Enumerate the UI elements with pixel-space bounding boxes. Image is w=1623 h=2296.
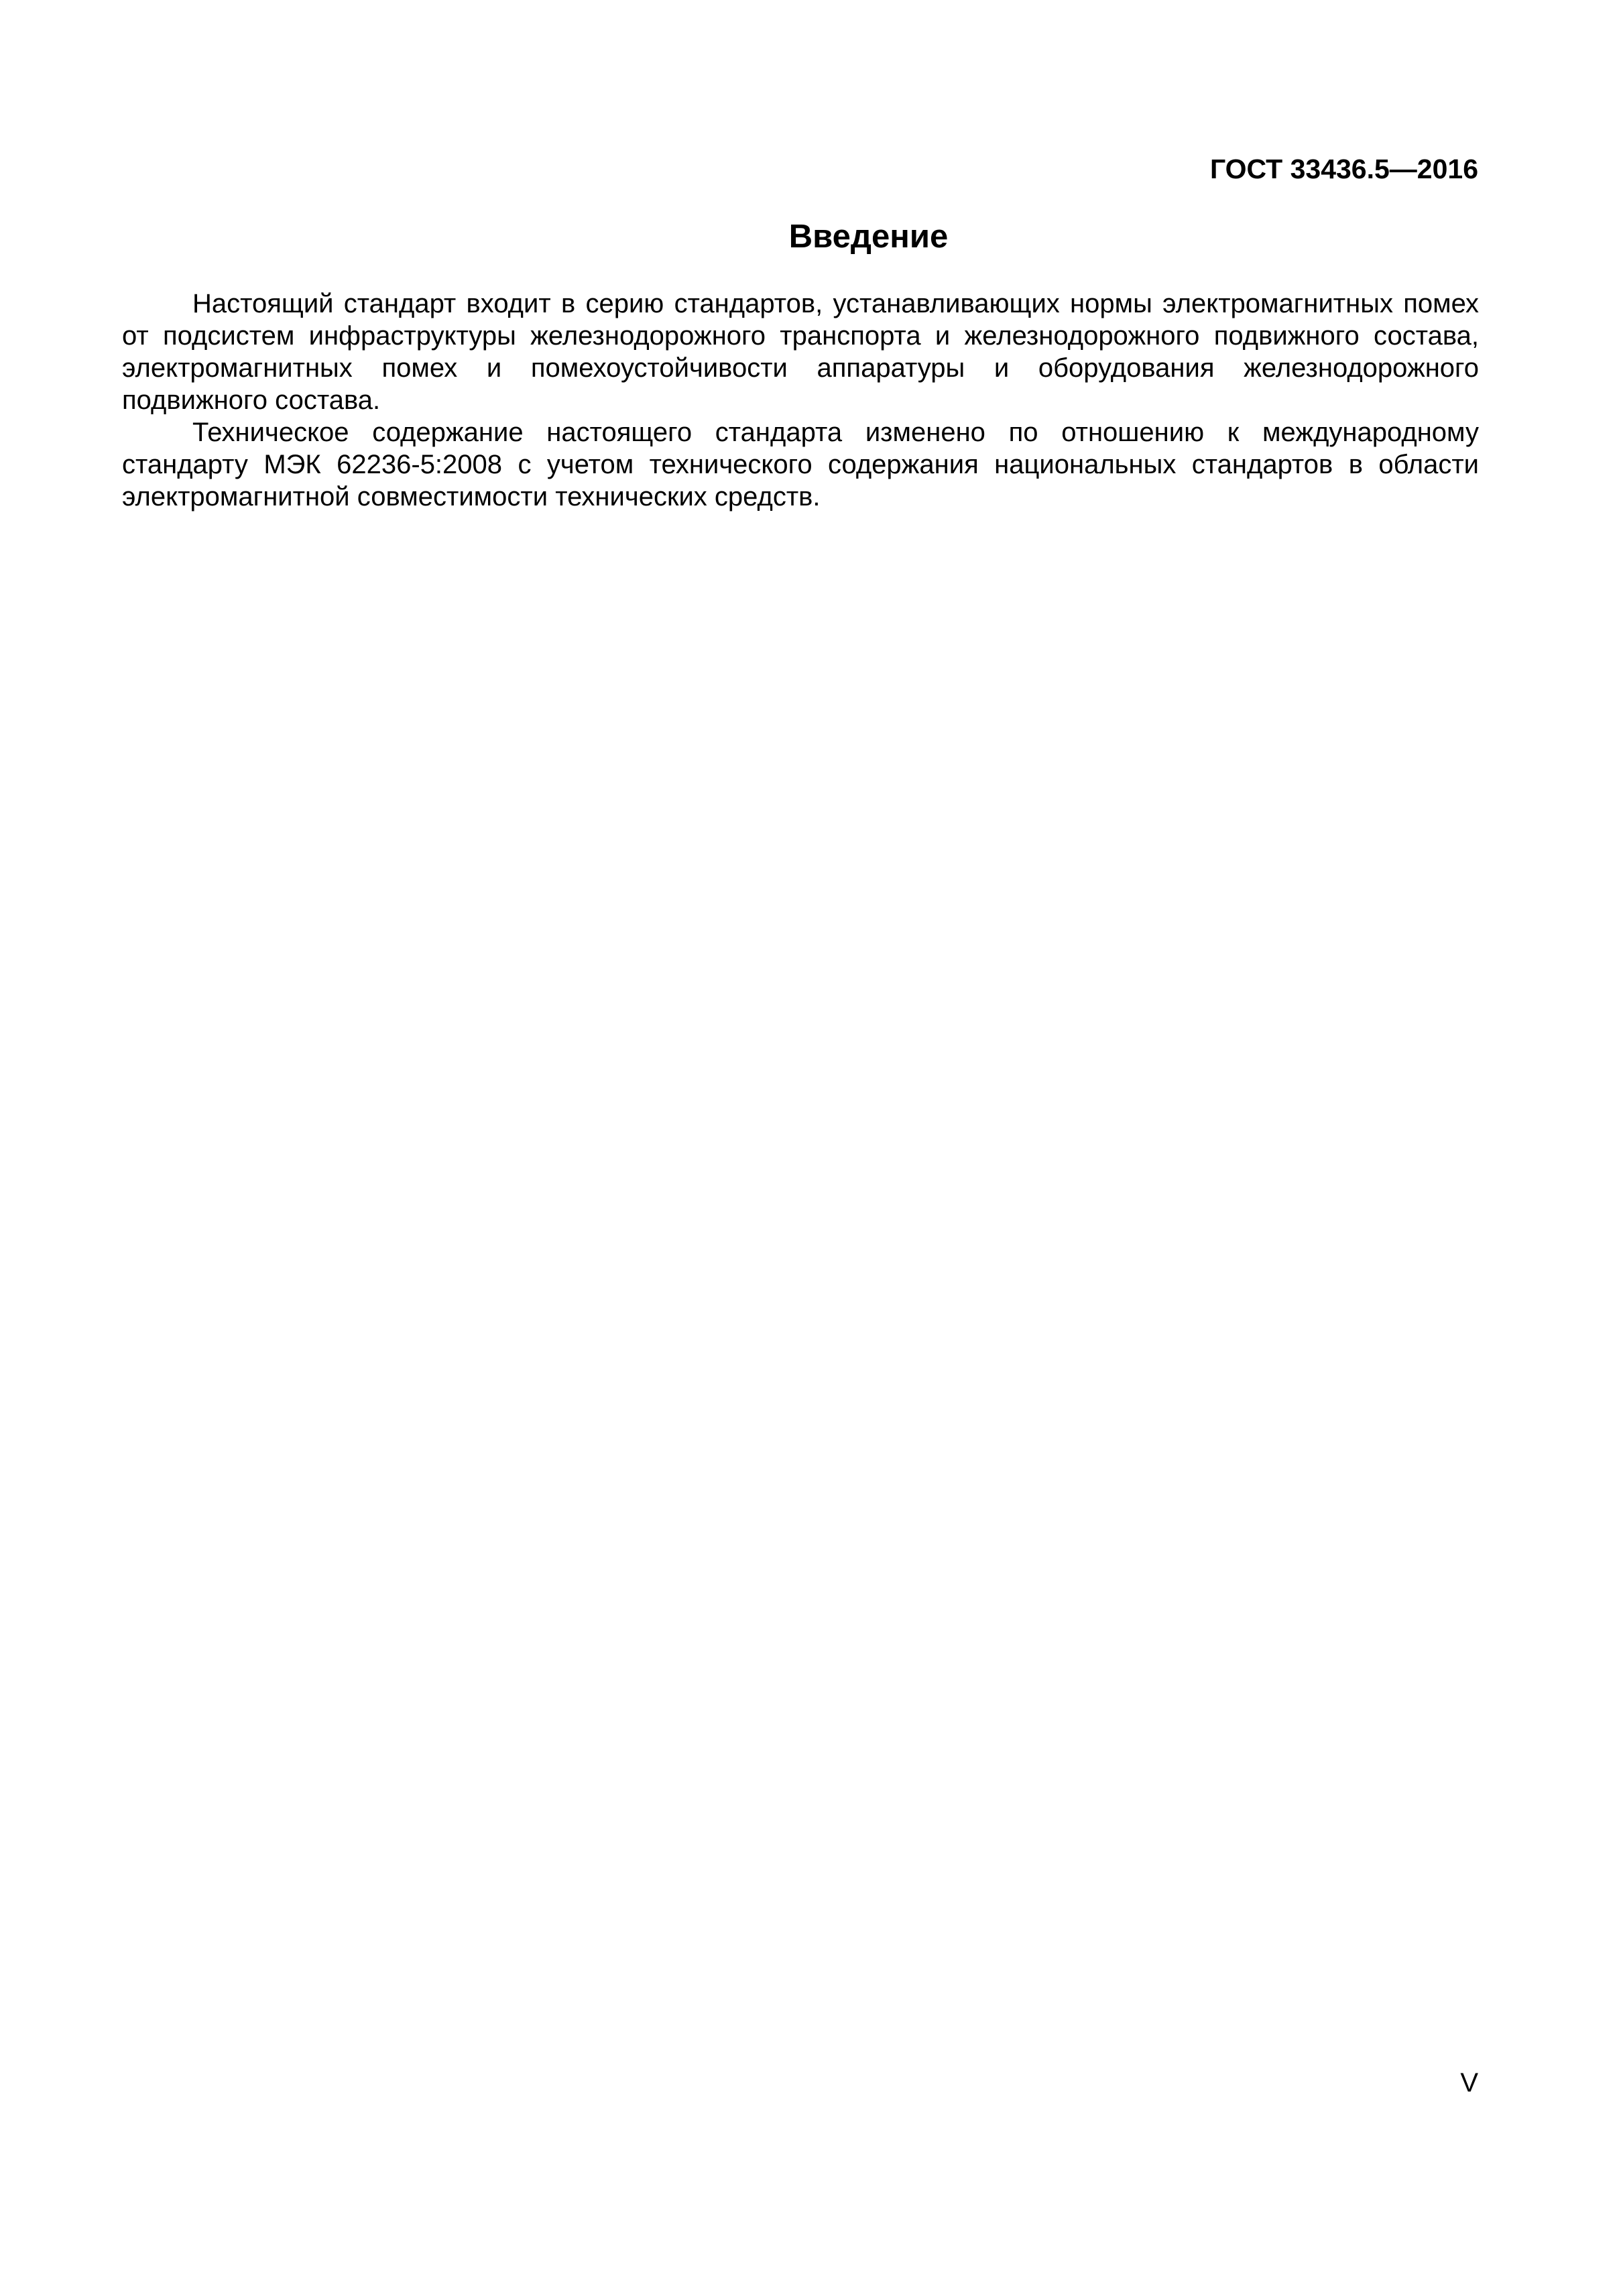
- section-body: [122, 288, 1479, 513]
- document-code: ГОСТ 33436.5—2016: [1209, 154, 1478, 184]
- page-number: V: [1460, 2068, 1478, 2098]
- paragraph-2: Техническое содержание настоящего стандарта изменено по отношению к международному стандарту МЭК 62236-5:2008 с учетом технического содержания национальных стандартов в области электромагнитной совместимости технических средств.: [122, 418, 1479, 511]
- paragraph-1: Настоящий стандарт входит в серию стандартов, устанавливающих нормы электромагнитных помех от подсистем инфраструктуры железнодорожного транспорта и железнодорожного подвижного состава, электромагнитных помех и помехоустойчивости аппаратуры и оборудования железнодорожного подвижного состава.: [122, 289, 1479, 415]
- section-title: Введение: [788, 219, 949, 255]
